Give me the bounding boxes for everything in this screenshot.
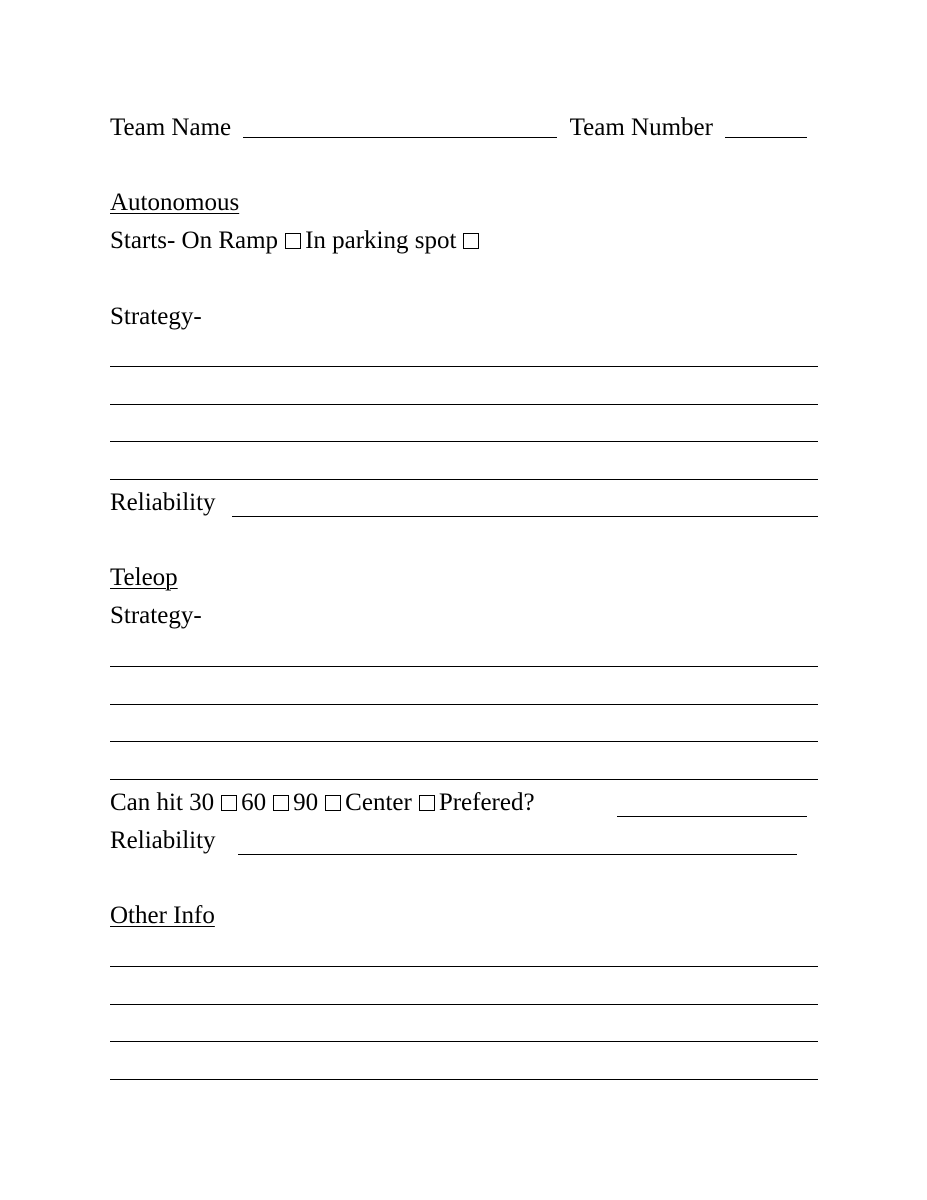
option-90-label: 90 <box>293 789 319 816</box>
team-name-field[interactable] <box>243 115 557 138</box>
autonomous-strategy-line-4[interactable] <box>110 479 818 480</box>
teleop-strategy-line-2[interactable] <box>110 704 818 705</box>
can-hit-row <box>110 788 535 818</box>
parking-spot-label: In parking spot <box>305 227 457 254</box>
other-info-heading: Other Info <box>110 902 215 929</box>
team-number-field[interactable] <box>725 115 807 138</box>
other-info-line-4[interactable] <box>110 1079 818 1080</box>
center-checkbox[interactable] <box>419 795 435 811</box>
team-name-label: Team Name <box>110 114 232 141</box>
teleop-strategy-line-4[interactable] <box>110 779 818 780</box>
teleop-heading: Teleop <box>110 564 178 591</box>
other-info-line-3[interactable] <box>110 1041 818 1042</box>
autonomous-strategy-line-1[interactable] <box>110 366 818 367</box>
can-hit-label: Can hit <box>110 789 183 816</box>
option-30-checkbox[interactable] <box>221 795 237 811</box>
team-number-label: Team Number <box>569 114 713 141</box>
option-30-label: 30 <box>189 789 215 816</box>
option-60-label: 60 <box>241 789 267 816</box>
parking-spot-checkbox[interactable] <box>463 233 479 249</box>
center-label: Center <box>345 789 412 816</box>
autonomous-reliability-field[interactable] <box>232 516 818 517</box>
teleop-strategy-line-3[interactable] <box>110 741 818 742</box>
autonomous-heading: Autonomous <box>110 189 240 216</box>
autonomous-strategy-line-2[interactable] <box>110 404 818 405</box>
teleop-reliability-label: Reliability <box>110 827 216 854</box>
other-info-line-2[interactable] <box>110 1004 818 1005</box>
on-ramp-label: On Ramp <box>181 227 279 254</box>
starts-label: Starts- <box>110 227 176 254</box>
option-90-checkbox[interactable] <box>325 795 341 811</box>
other-info-line-1[interactable] <box>110 966 818 967</box>
autonomous-strategy-label: Strategy- <box>110 303 202 330</box>
team-name-row <box>110 113 807 143</box>
option-60-checkbox[interactable] <box>273 795 289 811</box>
teleop-strategy-line-1[interactable] <box>110 666 818 667</box>
preferred-label: Prefered? <box>438 789 535 816</box>
teleop-reliability-field[interactable] <box>238 854 797 855</box>
starts-row <box>110 226 483 256</box>
autonomous-reliability-label: Reliability <box>110 489 216 516</box>
preferred-field[interactable] <box>617 816 807 817</box>
teleop-strategy-label: Strategy- <box>110 602 202 629</box>
autonomous-strategy-line-3[interactable] <box>110 441 818 442</box>
on-ramp-checkbox[interactable] <box>285 233 301 249</box>
